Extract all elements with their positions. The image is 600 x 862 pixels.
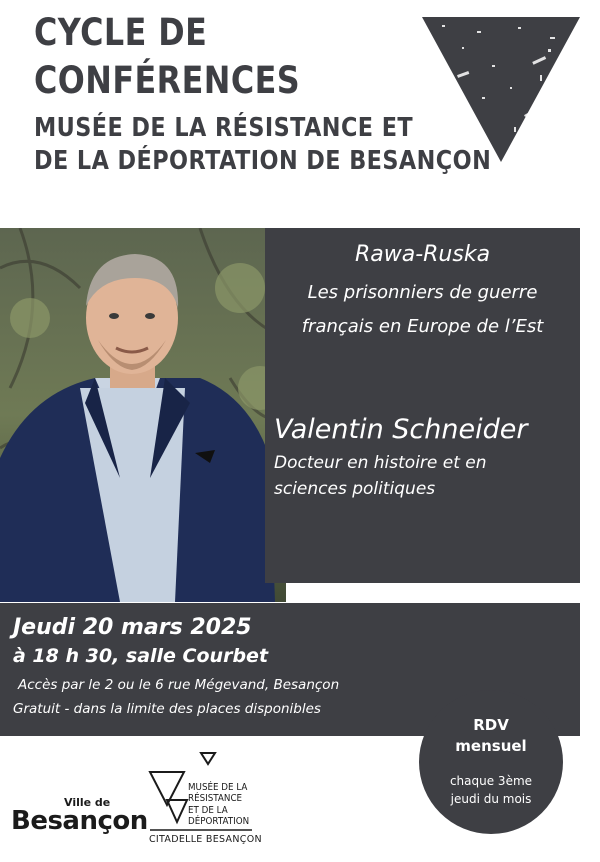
- museum-title-line1: MUSÉE DE LA RÉSISTANCE ET: [34, 113, 414, 143]
- rdv-line3: chaque 3ème: [449, 774, 533, 788]
- event-time-place: à 18 h 30, salle Courbet: [13, 645, 269, 667]
- talk-panel: [265, 228, 580, 583]
- rdv-line2: mensuel: [455, 737, 527, 755]
- speaker-name: Valentin Schneider: [274, 414, 528, 445]
- talk-subtitle-line2: français en Europe de l’Est: [301, 316, 544, 337]
- talk-title: Rawa-Ruska: [354, 242, 491, 267]
- speaker-role-line2: sciences politiques: [274, 479, 436, 499]
- rdv-line1: RDV: [473, 716, 509, 734]
- museum-logo-line1: MUSÉE DE LA: [188, 782, 248, 793]
- event-access: Accès par le 2 ou le 6 rue Mégevand, Besançon: [18, 677, 340, 693]
- event-price: Gratuit - dans la limite des places disponibles: [13, 701, 321, 717]
- museum-logo-line3: ET DE LA: [188, 805, 228, 816]
- talk-subtitle-line1: Les prisonniers de guerre: [307, 282, 538, 303]
- cycle-title-line2: CONFÉRENCES: [34, 59, 301, 102]
- city-logo-name: Besançon: [11, 806, 148, 836]
- event-date: Jeudi 20 mars 2025: [13, 615, 252, 640]
- rdv-line4: jeudi du mois: [450, 792, 532, 806]
- rdv-badge: [419, 690, 563, 834]
- inverted-triangle-icon: [422, 17, 580, 162]
- museum-logo-line2: RÉSISTANCE: [188, 793, 243, 804]
- museum-logo-line4: DÉPORTATION: [188, 816, 250, 827]
- speaker-photo: [0, 228, 286, 602]
- museum-title-line2: DE LA DÉPORTATION DE BESANÇON: [34, 146, 492, 176]
- cycle-title-line1: CYCLE DE: [34, 11, 208, 54]
- speaker-role-line1: Docteur en histoire et en: [274, 453, 487, 473]
- city-logo-small: Ville de: [64, 796, 111, 809]
- museum-logo-line5: CITADELLE BESANÇON: [149, 834, 262, 845]
